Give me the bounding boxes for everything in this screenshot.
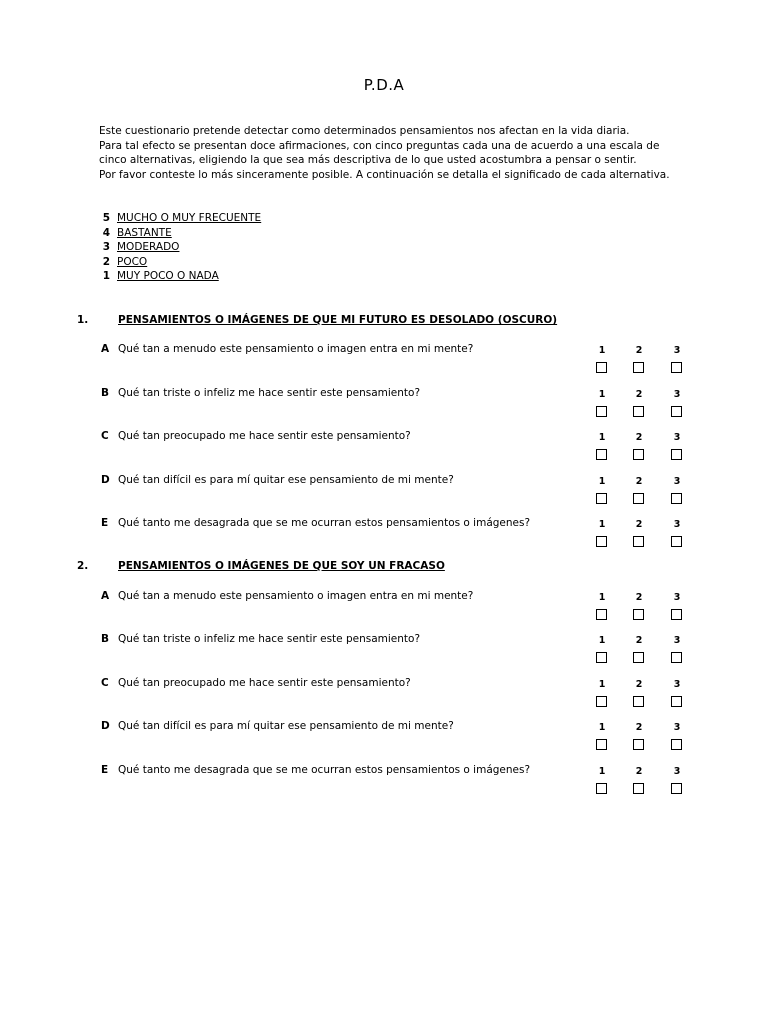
section-number: 1. [77,314,89,326]
answer-checkbox[interactable] [671,609,682,620]
answer-checkbox[interactable] [596,609,607,620]
option-number: 2 [635,476,643,487]
option-number: 2 [635,679,643,690]
answer-checkbox[interactable] [671,739,682,750]
question-letter: D [101,474,110,486]
scale-number: 1 [102,270,110,283]
option-number: 2 [635,432,643,443]
question-text: Qué tan difícil es para mí quitar ese pensamiento de mi mente? [118,720,454,732]
answer-checkbox[interactable] [633,406,644,417]
question-text: Qué tan preocupado me hace sentir este pensamiento? [118,430,411,442]
scale-label: POCO [117,255,148,268]
option-number: 3 [673,432,681,443]
question-row [0,677,768,713]
option-number: 3 [673,679,681,690]
scale-label: MUY POCO O NADA [117,270,219,283]
option-number: 3 [673,345,681,356]
answer-checkbox[interactable] [633,783,644,794]
answer-checkbox[interactable] [671,696,682,707]
page-title: P.D.A [363,76,405,94]
option-number: 1 [598,519,606,530]
scale-item [99,211,261,226]
question-letter: A [101,343,110,355]
option-number: 3 [673,766,681,777]
answer-checkbox[interactable] [596,783,607,794]
answer-checkbox[interactable] [671,493,682,504]
scale-number: 2 [102,255,110,268]
answer-checkbox[interactable] [633,536,644,547]
option-number: 2 [635,389,643,400]
answer-checkbox[interactable] [633,652,644,663]
option-number: 1 [598,345,606,356]
rating-scale-legend [99,211,261,284]
option-number: 1 [598,432,606,443]
question-text: Qué tan preocupado me hace sentir este pensamiento? [118,677,411,689]
section-title: PENSAMIENTOS O IMÁGENES DE QUE SOY UN FRACASO [118,560,445,572]
answer-checkbox[interactable] [596,362,607,373]
section-title: PENSAMIENTOS O IMÁGENES DE QUE MI FUTURO ES DESOLADO (OSCURO) [118,314,558,326]
answer-checkbox[interactable] [671,783,682,794]
option-number: 2 [635,635,643,646]
option-number: 1 [598,679,606,690]
question-row [0,720,768,756]
question-row [0,590,768,626]
answer-checkbox[interactable] [633,609,644,620]
option-number: 3 [673,389,681,400]
option-number: 1 [598,766,606,777]
option-number: 1 [598,722,606,733]
question-text: Qué tanto me desagrada que se me ocurran estos pensamientos o imágenes? [118,517,531,529]
intro-line: cinco alternativas, eligiendo la que sea más descriptiva de lo que usted acostumbra a pensar o sentir. [99,154,637,166]
option-number: 3 [673,635,681,646]
answer-checkbox[interactable] [633,696,644,707]
scale-number: 3 [102,241,110,254]
question-letter: B [101,633,110,645]
intro-line: Para tal efecto se presentan doce afirmaciones, con cinco preguntas cada una de acuerdo a una escala de [99,139,660,152]
scale-number: 5 [102,212,110,224]
intro-line: Este cuestionario pretende detectar como determinados pensamientos nos afectan en la vida diaria. [99,125,630,137]
section-heading [77,560,445,572]
answer-checkbox[interactable] [596,739,607,750]
question-text: Qué tan difícil es para mí quitar ese pensamiento de mi mente? [118,474,454,486]
option-number: 3 [673,519,681,530]
answer-checkbox[interactable] [671,652,682,663]
question-text: Qué tan a menudo este pensamiento o imagen entra en mi mente? [118,343,474,355]
question-text: Qué tan a menudo este pensamiento o imagen entra en mi mente? [118,590,474,602]
intro-paragraph [99,124,699,182]
answer-checkbox[interactable] [596,696,607,707]
question-row [0,764,768,800]
option-number: 1 [598,635,606,646]
section-number: 2. [77,560,89,572]
answer-checkbox[interactable] [633,493,644,504]
question-row [0,343,768,379]
answer-checkbox[interactable] [596,493,607,504]
option-number: 2 [635,722,643,733]
question-row [0,387,768,423]
answer-checkbox[interactable] [596,449,607,460]
scale-item [99,269,261,284]
question-row [0,430,768,466]
scale-number: 4 [102,226,110,239]
option-number: 3 [673,592,681,603]
answer-checkbox[interactable] [633,449,644,460]
question-letter: C [101,677,109,689]
option-number: 2 [635,345,643,356]
answer-checkbox[interactable] [633,362,644,373]
scale-item [99,255,261,270]
answer-checkbox[interactable] [671,362,682,373]
answer-checkbox[interactable] [633,739,644,750]
answer-checkbox[interactable] [671,449,682,460]
scale-label: MODERADO [117,241,180,254]
question-row [0,633,768,669]
question-row [0,474,768,510]
intro-line: Por favor conteste lo más sinceramente posible. A continuación se detalla el significado de cada alternativa. [99,168,670,181]
section-heading [77,314,557,326]
option-number: 2 [635,592,643,603]
question-letter: C [101,430,109,442]
question-text: Qué tanto me desagrada que se me ocurran estos pensamientos o imágenes? [118,764,531,776]
option-number: 3 [673,476,681,487]
scale-label: MUCHO O MUY FRECUENTE [117,212,262,224]
answer-checkbox[interactable] [596,652,607,663]
answer-checkbox[interactable] [596,406,607,417]
option-number: 1 [598,389,606,400]
option-number: 3 [673,722,681,733]
question-letter: B [101,387,110,399]
question-letter: E [101,764,109,776]
option-number: 1 [598,592,606,603]
question-text: Qué tan triste o infeliz me hace sentir este pensamiento? [118,387,421,399]
question-letter: D [101,720,110,732]
question-letter: E [101,517,109,529]
answer-checkbox[interactable] [596,536,607,547]
answer-checkbox[interactable] [671,406,682,417]
option-number: 1 [598,476,606,487]
answer-checkbox[interactable] [671,536,682,547]
scale-label: BASTANTE [117,226,172,239]
option-number: 2 [635,766,643,777]
option-number: 2 [635,519,643,530]
question-row [0,517,768,553]
question-letter: A [101,590,110,602]
scale-item [99,226,261,241]
question-text: Qué tan triste o infeliz me hace sentir este pensamiento? [118,633,421,645]
scale-item [99,240,261,255]
